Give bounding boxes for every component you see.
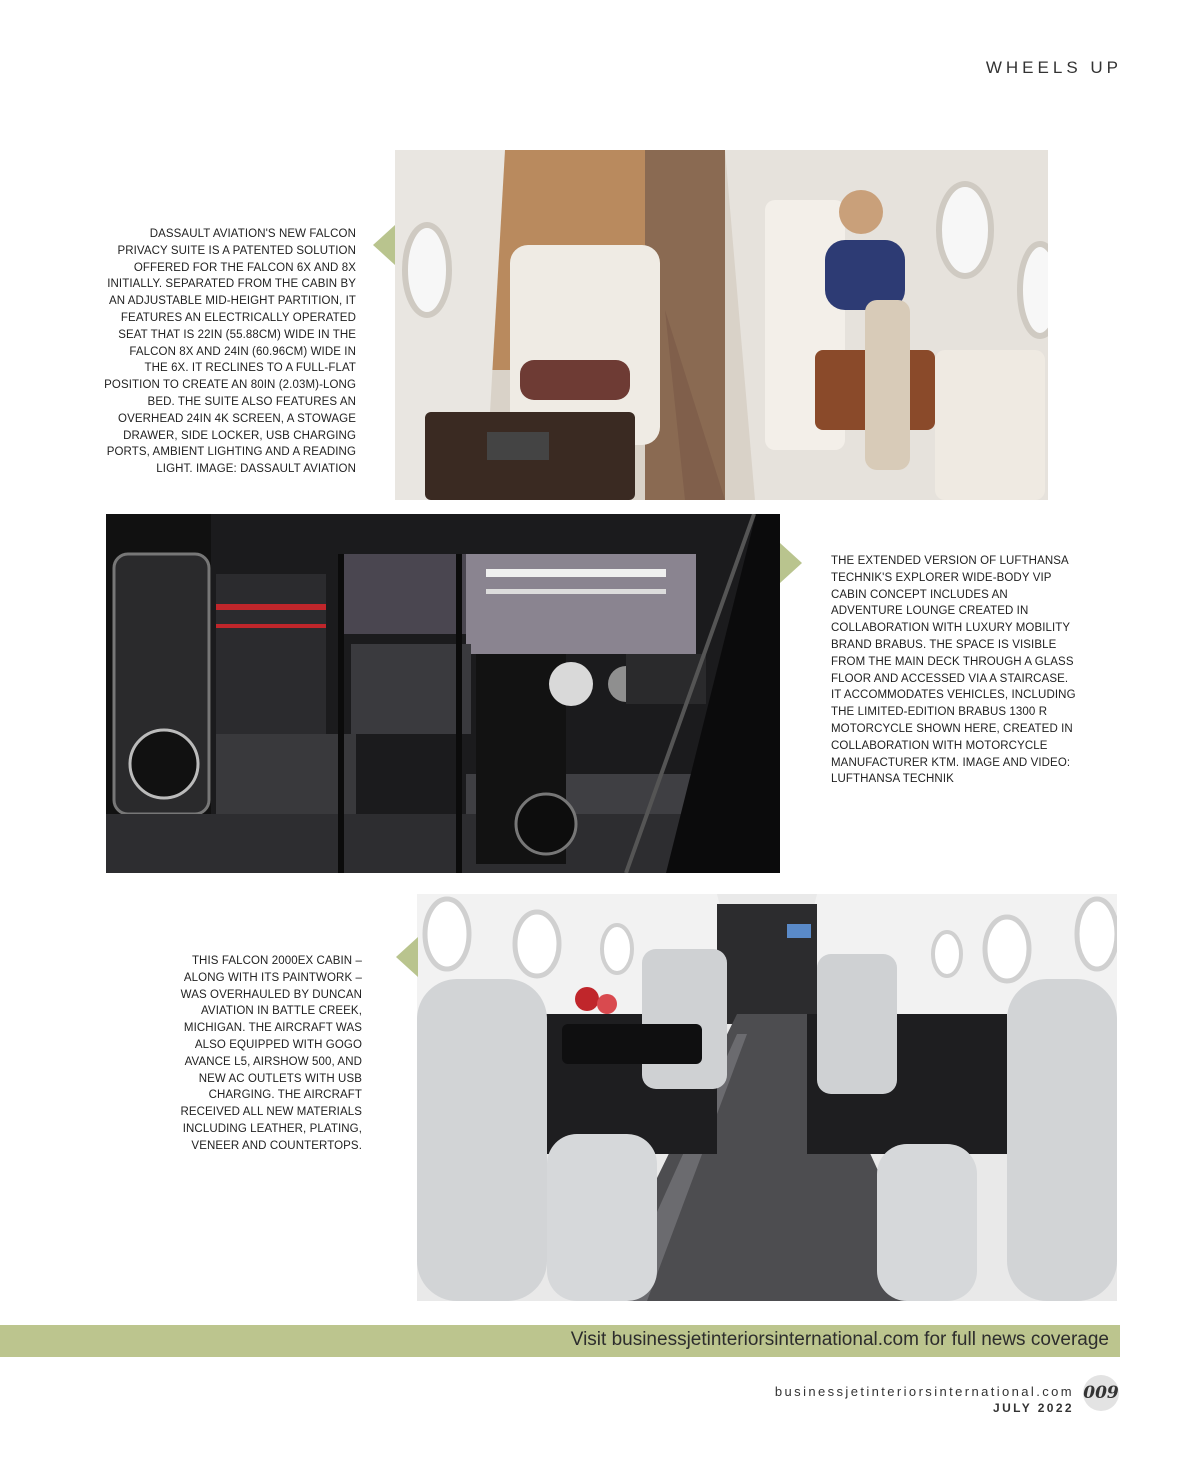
section-label: WHEELS UP bbox=[985, 58, 1122, 77]
caption-pointer-2 bbox=[780, 543, 802, 583]
falcon-privacy-suite-photo bbox=[395, 150, 1048, 500]
page-number: 009 bbox=[1083, 1383, 1119, 1403]
caption-lufthansa-explorer: THE EXTENDED VERSION OF LUFTHANSA TECHNIK'S EXPLORER WIDE-BODY VIP CABIN CONCEPT INCLUDES AN ADVENTURE LOUNGE CREATED IN COLLABORATION WITH LUXURY MOBILITY BRAND BRABUS. THE SPACE IS VISIBLE FROM THE MAIN DECK THROUGH A GLASS FLOOR AND ACCESSED VIA A STAIRCASE. IT ACCOMMODATES VEHICLES, INCLUDING THE LIMITED-EDITION BRABUS 1300 R MOTORCYCLE SHOWN HERE, CREATED IN COLLABORATION WITH MOTORCYCLE MANUFACTURER KTM. IMAGE AND VIDEO: LUFTHANSA TECHNIK bbox=[831, 555, 1076, 786]
page-number-badge bbox=[1083, 1375, 1119, 1411]
footer-date: JULY 2022 bbox=[993, 1401, 1074, 1415]
caption-falcon-privacy-suite: DASSAULT AVIATION'S NEW FALCON PRIVACY SUITE IS A PATENTED SOLUTION OFFERED FOR THE FALCON 6X AND 8X INITIALLY. SEPARATED FROM THE CABIN BY AN ADJUSTABLE MID-HEIGHT PARTITION, IT FEATURES AN ELECTRICALLY OPERATED SEAT THAT IS 22IN (55.88CM) WIDE IN THE FALCON 8X AND 24IN (60.96CM) WIDE IN THE 6X. IT RECLINES TO A FULL-FLAT POSITION TO CREATE AN 80IN (2.03M)-LONG BED. THE SUITE ALSO FEATURES AN OVERHEAD 24IN 4K SCREEN, A STOWAGE DRAWER, SIDE LOCKER, USB CHARGING PORTS, AMBIENT LIGHTING AND A READING LIGHT. IMAGE: DASSAULT AVIATION bbox=[104, 228, 356, 476]
caption-falcon-2000ex: THIS FALCON 2000EX CABIN – ALONG WITH ITS PAINTWORK – WAS OVERHAULED BY DUNCAN AVIATION IN BATTLE CREEK, MICHIGAN. THE AIRCRAFT WAS ALSO EQUIPPED WITH GOGO AVANCE L5, AIRSHOW 500, AND NEW AC OUTLETS WITH USB CHARGING. THE AIRCRAFT RECEIVED ALL NEW MATERIALS INCLUDING LEATHER, PLATING, VENEER AND COUNTERTOPS. bbox=[180, 955, 362, 1152]
falcon-2000ex-cabin-photo bbox=[417, 894, 1117, 1301]
lufthansa-adventure-lounge-photo bbox=[106, 514, 780, 873]
caption-pointer-1 bbox=[373, 225, 395, 265]
banner-link-text[interactable]: Visit businessjetinteriorsinternational.com for full news coverage bbox=[570, 1329, 1109, 1350]
news-coverage-banner bbox=[0, 1325, 1120, 1357]
caption-pointer-3 bbox=[396, 937, 418, 977]
footer-url: businessjetinteriorsinternational.com bbox=[774, 1384, 1074, 1399]
